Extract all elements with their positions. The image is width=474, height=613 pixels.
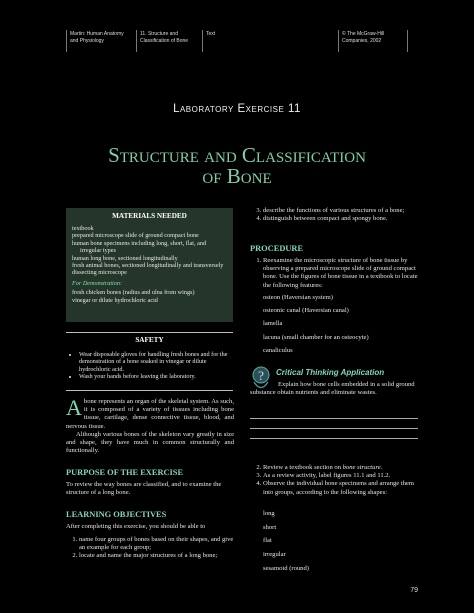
demo-list	[72, 289, 227, 304]
procedure-step-1	[250, 257, 420, 290]
answer-line[interactable]	[250, 438, 418, 439]
safety-top-rule	[66, 332, 233, 333]
safety-heading: SAFETY	[135, 336, 164, 344]
safety-bottom-rule	[66, 390, 233, 391]
feature-item: lamella	[263, 320, 283, 328]
material-item: fresh animal bones, sectioned longitudinally and transversely	[72, 262, 224, 270]
safety-item: • Wash your hands before leaving the laboratory.	[79, 373, 236, 380]
objective-item: 2. locate and name the major structures of a long bone;	[79, 552, 234, 560]
safety-item: • Wear disposable gloves for handling fresh bones and for the demonstration of a bone soaked in vinegar or dilute hydrochloric acid.	[79, 351, 236, 373]
header-cell-copyright: © The McGraw-Hill Companies, 2002	[338, 30, 408, 52]
procedure-step: 3. As a review activity, label figures 11.1 and 11.2.	[263, 472, 422, 480]
procedure-heading: PROCEDURE	[250, 244, 304, 253]
demo-item: fresh chicken bones (radius and ulna from wings)	[72, 289, 195, 297]
feature-item: lacuna (small chamber for an osteocyte)	[263, 333, 369, 341]
procedure-steps-later	[250, 464, 422, 497]
objectives-list-continued	[250, 207, 420, 223]
shape-item: flat	[263, 537, 272, 545]
procedure-step: 4. Observe the individual bone specimens and arrange them into groups, according to the following shapes:	[263, 480, 422, 496]
material-item: textbook	[72, 225, 94, 232]
intro-paragraph-1: bone represents an organ of the skeletal system. As such, it is composed of a variety of tissues including bone tissue, cartilage, dense connective tissue, blood, and nervous tissue.	[66, 398, 234, 430]
header-cell-book: Martin: Human Anatomy and Physiology	[66, 30, 136, 52]
material-item: human bone specimens including long, short, flat, and irregular types	[72, 239, 207, 255]
demo-heading: For Demonstration:	[72, 279, 123, 287]
header-cell-type: Text	[202, 30, 338, 52]
material-item: prepared microscope slide of ground compact bone	[72, 232, 199, 240]
shape-item: short	[263, 523, 277, 531]
objective-item: 1. name four groups of bones based on their shapes, and give an example for each group;	[79, 536, 234, 552]
materials-list	[72, 225, 227, 277]
objective-item: 4. distinguish between compact and spongy bone.	[263, 215, 420, 223]
objectives-list	[66, 536, 234, 561]
critical-thinking-text: Explain how bone cells embedded in a solid ground substance obtain nutrients and eliminate wastes.	[250, 381, 415, 397]
page-title-line2: of Bone	[202, 164, 272, 188]
demo-item: vinegar or dilute hydrochloric acid	[72, 296, 158, 304]
procedure-step-text: 1. Reexamine the microscopic structure of bone tissue by observing a prepared microscope slide of ground compact bone. Use the figures of bone tissue in a textbook to locate the following features:	[263, 257, 420, 290]
feature-item: osteon (Haversian system)	[263, 294, 333, 301]
shape-item: irregular	[263, 551, 286, 559]
purpose-heading: PURPOSE OF THE EXERCISE	[66, 468, 184, 477]
objective-item: 3. describe the functions of various structures of a bone;	[263, 207, 420, 215]
answer-lines[interactable]	[250, 418, 418, 448]
intro-section	[66, 395, 234, 455]
critical-thinking-heading: Critical Thinking Application	[276, 368, 385, 377]
svg-text:?: ?	[258, 368, 264, 383]
procedure-step: 2. Review a textbook section on bone structure.	[263, 464, 422, 472]
feature-item: osteonic canal (Haversian canal)	[263, 307, 349, 315]
objectives-heading: LEARNING OBJECTIVES	[66, 510, 167, 519]
dropcap: A	[66, 395, 82, 420]
objectives-lead: After completing this exercise, you should be able to	[66, 523, 206, 530]
bone-shapes-list	[263, 510, 413, 573]
shape-item: sesamoid (round)	[263, 564, 309, 572]
lab-exercise-label: Laboratory Exercise 11	[173, 103, 301, 115]
material-item: dissecting microscope	[72, 269, 127, 277]
intro-paragraph-2: Although various bones of the skeleton vary greatly in size and shape, they have much in common structurally and functionally.	[66, 430, 234, 455]
feature-item: canaliculus	[263, 346, 293, 354]
page-number: 79	[410, 587, 418, 594]
bone-features-list	[263, 294, 423, 355]
header-cell-chapter: 11. Structure and Classification of Bone	[136, 30, 202, 52]
purpose-text: To review the way bones are classified, and to examine the structure of a long bone.	[66, 481, 222, 497]
materials-heading: MATERIALS NEEDED	[112, 212, 187, 220]
answer-line[interactable]	[250, 418, 418, 419]
material-item: human long bone, sectioned longitudinally	[72, 254, 178, 262]
safety-list	[66, 351, 236, 381]
page-title-line1: Structure and Classification	[108, 143, 366, 167]
shape-item: long	[263, 510, 275, 517]
materials-box	[66, 208, 233, 322]
answer-line[interactable]	[250, 428, 418, 429]
